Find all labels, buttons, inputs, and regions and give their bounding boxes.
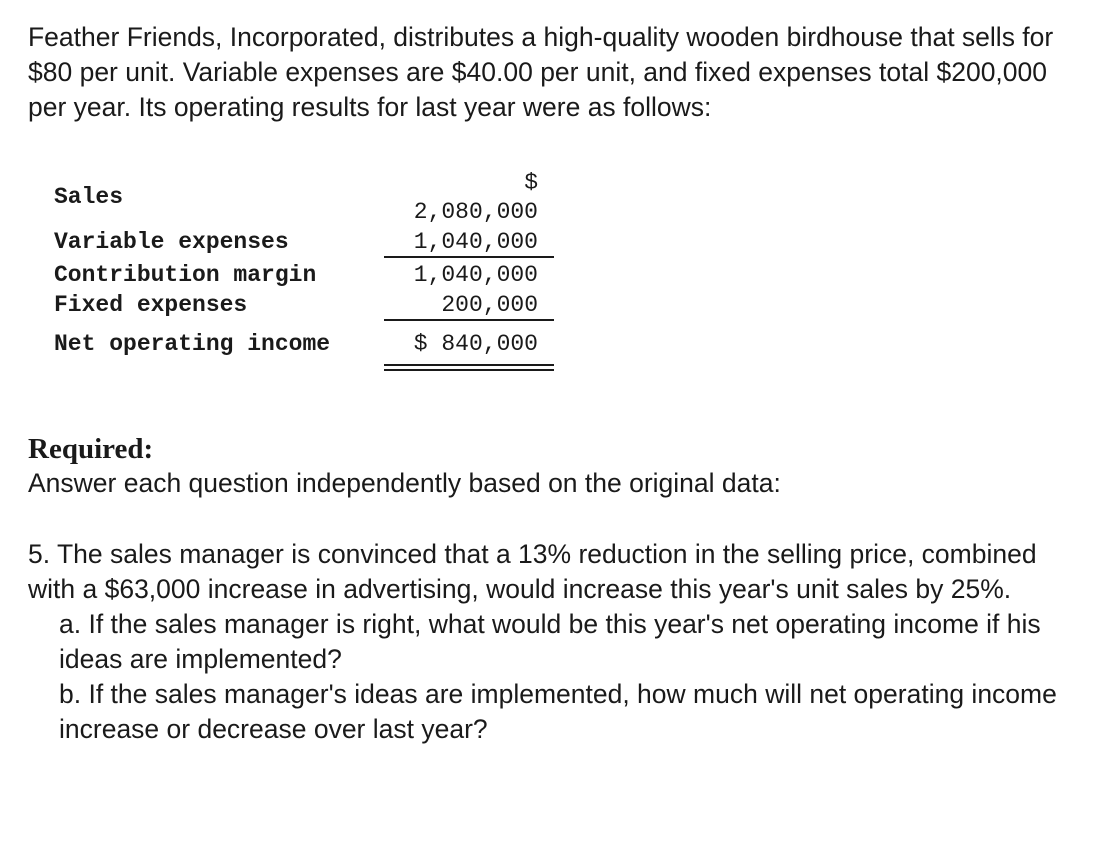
- question-5: 5. The sales manager is convinced that a 13% reduction in the selling price, combined with a $63,000 increase in advertising, would increase this year's unit sales by 25%.: [28, 539, 1037, 604]
- problem-intro: Feather Friends, Incorporated, distributes a high-quality wooden birdhouse that sells for $80 per unit. Variable expenses are $40.00 per unit, and fixed expenses total $200,000 per year. Its operating results for last year were as follows:: [28, 22, 1054, 122]
- subtotal-rule: [384, 256, 554, 258]
- required-heading: Required:: [28, 433, 154, 465]
- variable-expenses-label: Variable expenses: [54, 229, 289, 255]
- net-operating-income-label: Net operating income: [54, 331, 331, 357]
- sales-amount: 2,080,000: [413, 199, 538, 225]
- question-5b: b. If the sales manager's ideas are implemented, how much will net operating income increase or decrease over last year?: [59, 679, 1057, 744]
- problem-page: [28, 20, 1088, 747]
- variable-expenses-amount: 1,040,000: [413, 229, 538, 255]
- fixed-expenses-label: Fixed expenses: [54, 292, 248, 318]
- income-statement: [54, 170, 554, 388]
- contribution-margin-amount: 1,040,000: [413, 262, 538, 288]
- net-operating-income-amount: $ 840,000: [413, 331, 538, 357]
- double-underline: [384, 364, 554, 371]
- question-5a: a. If the sales manager is right, what would be this year's net operating income if his ideas are implemented?: [59, 609, 1041, 674]
- currency-symbol: $: [524, 170, 538, 196]
- contribution-margin-label: Contribution margin: [54, 262, 317, 288]
- fixed-expenses-amount: 200,000: [441, 292, 538, 318]
- sales-label: Sales: [54, 184, 124, 210]
- required-instructions: Answer each question independently based on the original data:: [28, 468, 781, 498]
- total-rule: [384, 319, 554, 321]
